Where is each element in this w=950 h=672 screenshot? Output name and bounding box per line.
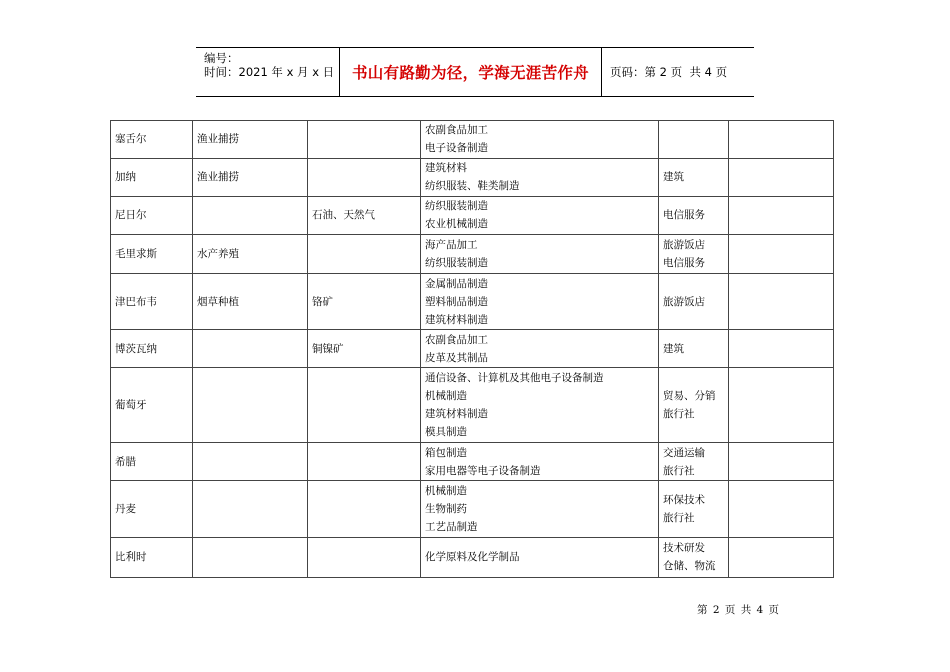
manufacturing-cell — [421, 196, 659, 234]
category-b-cell — [308, 273, 421, 329]
cell-line: 烟草种植 — [197, 295, 239, 308]
number-label: 编号： — [204, 51, 239, 65]
cell-line: 铜镍矿 — [312, 342, 344, 355]
cell-line: 铬矿 — [312, 295, 333, 308]
header-meta — [196, 48, 340, 96]
cell-line: 电信服务 — [663, 256, 705, 269]
table-row — [111, 234, 834, 273]
category-a-cell — [193, 121, 308, 159]
table-row — [111, 158, 834, 196]
cell-line: 渔业捕捞 — [197, 133, 239, 146]
table-row — [111, 196, 834, 234]
services-cell — [659, 273, 729, 329]
extra-cell — [729, 196, 834, 234]
services-cell — [659, 330, 729, 368]
header-motto: 书山有路勤为径，学海无涯苦作舟 — [340, 48, 602, 96]
cell-line: 模具制造 — [425, 426, 467, 439]
cell-line: 水产养殖 — [197, 247, 239, 260]
services-cell — [659, 234, 729, 273]
category-a-cell — [193, 196, 308, 234]
cell-line: 机械制造 — [425, 390, 467, 403]
cell-line: 技术研发 — [663, 542, 705, 555]
category-a-cell — [193, 443, 308, 481]
table-row — [111, 273, 834, 329]
category-b-cell — [308, 158, 421, 196]
category-b-cell — [308, 196, 421, 234]
manufacturing-cell — [421, 481, 659, 537]
category-a-cell — [193, 537, 308, 577]
manufacturing-cell — [421, 537, 659, 577]
services-cell — [659, 368, 729, 443]
cell-line: 环保技术 — [663, 494, 705, 507]
extra-cell — [729, 330, 834, 368]
cell-line: 纺织服装制造 — [425, 256, 488, 269]
manufacturing-cell — [421, 368, 659, 443]
country-cell: 毛里求斯 — [111, 234, 193, 273]
country-cell: 博茨瓦纳 — [111, 330, 193, 368]
cell-line: 皮革及其制品 — [425, 351, 488, 364]
category-b-cell — [308, 330, 421, 368]
table-row — [111, 368, 834, 443]
cell-line: 建筑 — [663, 171, 684, 184]
manufacturing-cell — [421, 443, 659, 481]
cell-line: 贸易、分销 — [663, 390, 716, 403]
cell-line: 仓储、物流 — [663, 560, 716, 573]
cell-line: 农副食品加工 — [425, 124, 488, 137]
country-cell: 葡萄牙 — [111, 368, 193, 443]
table-row — [111, 537, 834, 577]
extra-cell — [729, 273, 834, 329]
category-b-cell — [308, 121, 421, 159]
cell-line: 工艺品制造 — [425, 521, 478, 534]
category-a-cell — [193, 273, 308, 329]
extra-cell — [729, 537, 834, 577]
category-b-cell — [308, 443, 421, 481]
page-footer: 第 2 页 共 4 页 — [697, 604, 780, 616]
header-page-info — [602, 48, 754, 96]
cell-line: 机械制造 — [425, 485, 467, 498]
category-a-cell — [193, 234, 308, 273]
manufacturing-cell — [421, 121, 659, 159]
manufacturing-cell — [421, 158, 659, 196]
cell-line: 交通运输 — [663, 446, 705, 459]
cell-line: 化学原料及化学制品 — [425, 551, 520, 564]
country-cell: 加纳 — [111, 158, 193, 196]
page-info-text: 页码：第 2 页 共 4 页 — [610, 65, 728, 79]
cell-line: 旅游饭店 — [663, 238, 705, 251]
extra-cell — [729, 158, 834, 196]
cell-line: 海产品加工 — [425, 238, 478, 251]
services-cell — [659, 121, 729, 159]
country-cell: 塞舌尔 — [111, 121, 193, 159]
category-a-cell — [193, 330, 308, 368]
extra-cell — [729, 443, 834, 481]
cell-line: 建筑材料制造 — [425, 408, 488, 421]
table-row — [111, 443, 834, 481]
country-cell: 津巴布韦 — [111, 273, 193, 329]
cell-line: 农副食品加工 — [425, 333, 488, 346]
cell-line: 生物制药 — [425, 503, 467, 516]
cell-line: 旅行社 — [663, 512, 695, 525]
cell-line: 建筑材料制造 — [425, 313, 488, 326]
country-cell: 比利时 — [111, 537, 193, 577]
table-row — [111, 330, 834, 368]
extra-cell — [729, 481, 834, 537]
cell-line: 农业机械制造 — [425, 218, 488, 231]
cell-line: 金属制品制造 — [425, 277, 488, 290]
extra-cell — [729, 234, 834, 273]
table-row — [111, 481, 834, 537]
cell-line: 旅游饭店 — [663, 295, 705, 308]
extra-cell — [729, 368, 834, 443]
category-b-cell — [308, 234, 421, 273]
cell-line: 纺织服装制造 — [425, 200, 488, 213]
table-row — [111, 121, 834, 159]
category-a-cell — [193, 158, 308, 196]
cell-line: 石油、天然气 — [312, 209, 375, 222]
category-a-cell — [193, 368, 308, 443]
time-label: 时间：2021 年 x 月 x 日 — [204, 65, 335, 79]
cell-line: 渔业捕捞 — [197, 171, 239, 184]
page-header — [196, 47, 754, 97]
country-cell: 希腊 — [111, 443, 193, 481]
manufacturing-cell — [421, 273, 659, 329]
services-cell — [659, 158, 729, 196]
cell-line: 塑料制品制造 — [425, 295, 488, 308]
cell-line: 通信设备、计算机及其他电子设备制造 — [425, 372, 604, 385]
services-cell — [659, 443, 729, 481]
category-b-cell — [308, 537, 421, 577]
services-cell — [659, 537, 729, 577]
cell-line: 建筑 — [663, 342, 684, 355]
cell-line: 箱包制造 — [425, 446, 467, 459]
manufacturing-cell — [421, 330, 659, 368]
cell-line: 旅行社 — [663, 408, 695, 421]
category-a-cell — [193, 481, 308, 537]
industry-table — [110, 120, 834, 578]
country-cell: 丹麦 — [111, 481, 193, 537]
manufacturing-cell — [421, 234, 659, 273]
country-cell: 尼日尔 — [111, 196, 193, 234]
cell-line: 电信服务 — [663, 209, 705, 222]
cell-line: 旅行社 — [663, 464, 695, 477]
extra-cell — [729, 121, 834, 159]
category-b-cell — [308, 481, 421, 537]
cell-line: 电子设备制造 — [425, 142, 488, 155]
cell-line: 家用电器等电子设备制造 — [425, 464, 541, 477]
services-cell — [659, 196, 729, 234]
cell-line: 纺织服装、鞋类制造 — [425, 180, 520, 193]
services-cell — [659, 481, 729, 537]
cell-line: 建筑材料 — [425, 162, 467, 175]
category-b-cell — [308, 368, 421, 443]
